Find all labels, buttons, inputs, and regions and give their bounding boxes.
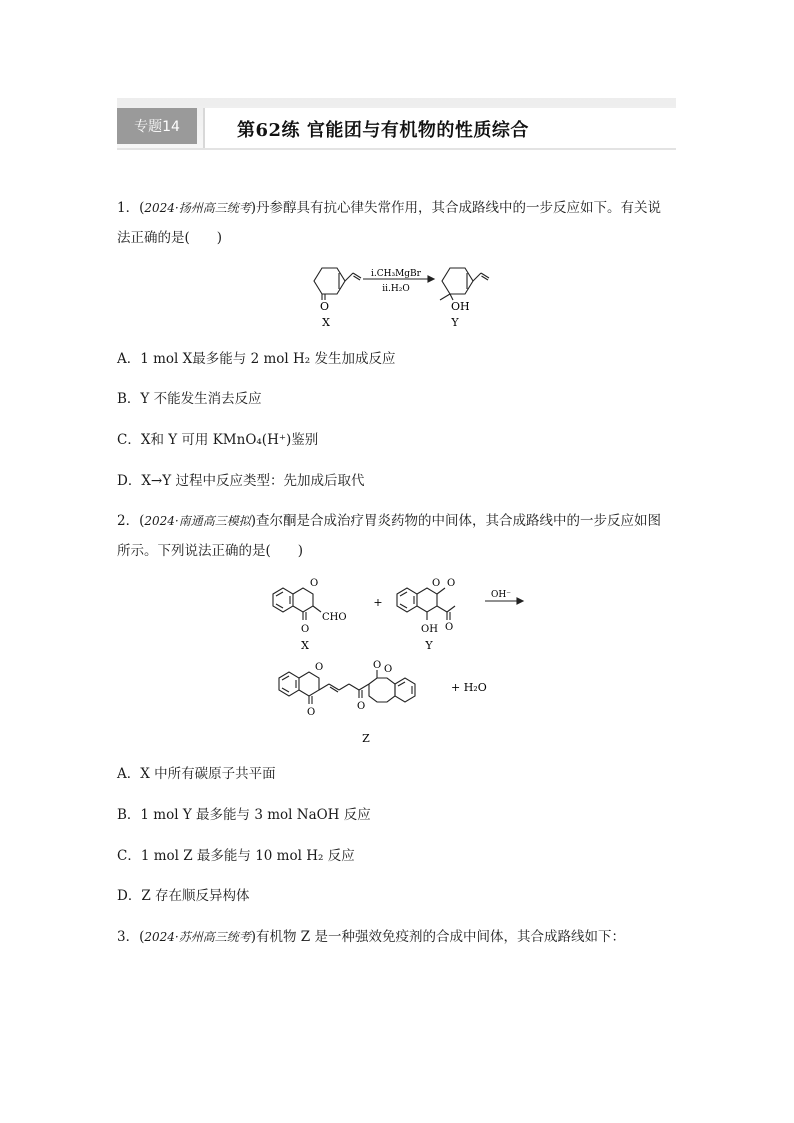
svg-text:i.CH₃MgBr: i.CH₃MgBr (371, 269, 421, 279)
chapter-header (117, 98, 676, 156)
q1-option-c[interactable]: C．X和 Y 可用 KMnO₄(H⁺)鉴别 (117, 432, 319, 448)
page-title: 第62练 官能团与有机物的性质综合 (237, 120, 529, 141)
question-1-stem: 1．(2024·扬州高三统考)丹参醇具有抗心律失常作用，其合成路线中的一步反应如下。有关说 法正确的是( ) (117, 200, 662, 246)
svg-text:CHO: CHO (322, 612, 347, 623)
svg-text:OH⁻: OH⁻ (491, 590, 511, 600)
question-source: 2024·南通高三模拟 (144, 514, 251, 528)
q1-option-d[interactable]: D．X→Y 过程中反应类型：先加成后取代 (117, 473, 365, 489)
svg-text:O: O (320, 300, 330, 313)
svg-text:O: O (384, 664, 393, 675)
question-source: 2024·扬州高三统考 (144, 201, 251, 215)
question-2-stem: 2．(2024·南通高三模拟)查尔酮是合成治疗胃炎药物的中间体，其合成路线中的一步反应如图 所示。下列说法正确的是( ) (117, 513, 662, 559)
q1-option-b[interactable]: B．Y 不能发生消去反应 (117, 391, 262, 407)
title-panel (203, 108, 676, 148)
svg-text:O: O (310, 578, 319, 589)
svg-text:O: O (447, 578, 456, 589)
q2-reaction-scheme (265, 572, 525, 752)
svg-text:O: O (307, 707, 316, 718)
svg-text:+ H₂O: + H₂O (451, 681, 487, 694)
svg-text:X: X (322, 316, 330, 329)
svg-text:ii.H₂O: ii.H₂O (382, 284, 410, 294)
q1-option-a[interactable]: A．1 mol X最多能与 2 mol H₂ 发生加成反应 (117, 351, 396, 367)
svg-text:X: X (301, 639, 309, 652)
q2-option-b[interactable]: B．1 mol Y 最多能与 3 mol NaOH 反应 (117, 807, 371, 823)
svg-text:Z: Z (362, 732, 370, 745)
q1-reaction-scheme (300, 256, 520, 336)
svg-text:O: O (315, 662, 324, 673)
q2-option-c[interactable]: C．1 mol Z 最多能与 10 mol H₂ 反应 (117, 848, 355, 864)
question-source: 2024·苏州高三统考 (144, 930, 251, 944)
question-3-stem: 3．(2024·苏州高三统考)有机物 Z 是一种强效免疫剂的合成中间体，其合成路线如下： (117, 929, 625, 945)
svg-text:+: + (373, 596, 383, 609)
svg-text:O: O (357, 701, 366, 712)
svg-text:O: O (445, 622, 454, 633)
svg-text:OH: OH (421, 624, 438, 635)
svg-text:Y: Y (425, 639, 433, 652)
topic-tag: 专题14 (117, 108, 197, 144)
svg-text:O: O (373, 660, 382, 671)
svg-text:OH: OH (451, 300, 470, 313)
q2-option-a[interactable]: A．X 中所有碳原子共平面 (117, 766, 276, 782)
svg-text:O: O (301, 624, 310, 635)
svg-text:Y: Y (451, 316, 459, 329)
svg-text:O: O (432, 578, 441, 589)
q2-option-d[interactable]: D．Z 存在顺反异构体 (117, 888, 250, 904)
